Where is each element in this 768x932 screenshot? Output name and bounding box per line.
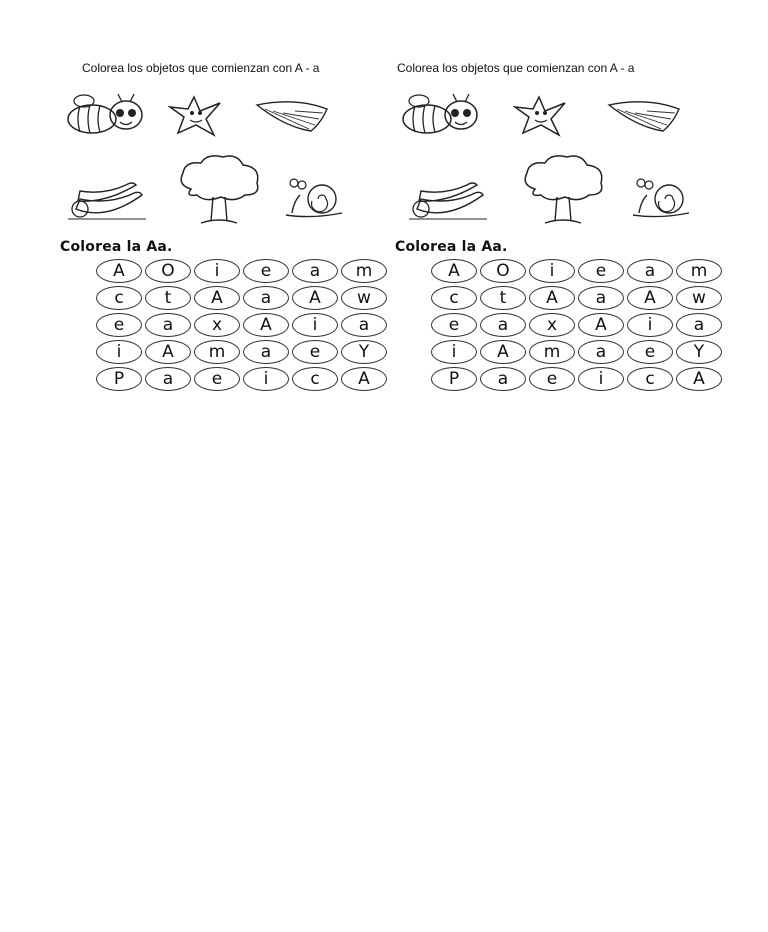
letter-circle[interactable]: i <box>529 259 575 283</box>
letter-circle[interactable]: i <box>96 340 142 364</box>
letter-circle[interactable]: e <box>96 313 142 337</box>
letters-title: Colorea la Aa. <box>60 239 173 255</box>
letter-circle[interactable]: m <box>341 259 387 283</box>
letter-circle[interactable]: A <box>578 313 624 337</box>
letter-grid <box>431 259 725 394</box>
letter-circle[interactable]: P <box>96 367 142 391</box>
letter-circle[interactable]: a <box>243 286 289 310</box>
letter-row <box>96 340 390 367</box>
letter-circle[interactable]: x <box>194 313 240 337</box>
letter-circle[interactable]: i <box>292 313 338 337</box>
star-icon <box>168 93 228 137</box>
letter-circle[interactable]: x <box>529 313 575 337</box>
letter-circle[interactable]: m <box>676 259 722 283</box>
letter-circle[interactable]: e <box>578 259 624 283</box>
letter-row <box>431 313 725 340</box>
wing-icon <box>607 97 682 137</box>
letter-circle[interactable]: A <box>480 340 526 364</box>
letter-circle[interactable]: A <box>145 340 191 364</box>
letter-circle[interactable]: Y <box>341 340 387 364</box>
worksheet-right <box>395 55 725 400</box>
banana-icon <box>66 173 148 223</box>
letter-circle[interactable]: w <box>341 286 387 310</box>
letter-row <box>96 313 390 340</box>
snail-icon <box>282 177 346 221</box>
letter-circle[interactable]: i <box>627 313 673 337</box>
letter-circle[interactable]: e <box>194 367 240 391</box>
letter-circle[interactable]: a <box>480 313 526 337</box>
letter-circle[interactable]: c <box>96 286 142 310</box>
letter-circle[interactable]: a <box>627 259 673 283</box>
letter-circle[interactable]: t <box>480 286 526 310</box>
letter-circle[interactable]: A <box>292 286 338 310</box>
banana-icon <box>407 173 489 223</box>
worksheet-left <box>60 55 390 400</box>
wing-icon <box>255 97 330 137</box>
instruction-text: Colorea los objetos que comienzan con A - a <box>397 61 635 75</box>
letter-circle[interactable]: A <box>529 286 575 310</box>
letter-circle[interactable]: a <box>292 259 338 283</box>
letter-circle[interactable]: a <box>578 286 624 310</box>
letter-row <box>431 286 725 313</box>
letter-circle[interactable]: a <box>341 313 387 337</box>
letter-circle[interactable]: i <box>194 259 240 283</box>
instruction-text: Colorea los objetos que comienzan con A - a <box>82 61 320 75</box>
letter-circle[interactable]: A <box>341 367 387 391</box>
letter-circle[interactable]: A <box>243 313 289 337</box>
letter-circle[interactable]: e <box>292 340 338 364</box>
tree-icon <box>175 153 265 229</box>
letter-circle[interactable]: A <box>431 259 477 283</box>
letter-circle[interactable]: O <box>145 259 191 283</box>
letter-circle[interactable]: Y <box>676 340 722 364</box>
letter-row <box>96 286 390 313</box>
letter-row <box>96 259 390 286</box>
letter-circle[interactable]: A <box>96 259 142 283</box>
letter-circle[interactable]: c <box>292 367 338 391</box>
bee-icon <box>399 93 481 137</box>
letter-circle[interactable]: a <box>578 340 624 364</box>
letter-circle[interactable]: O <box>480 259 526 283</box>
letter-circle[interactable]: i <box>578 367 624 391</box>
letter-circle[interactable]: e <box>243 259 289 283</box>
letter-circle[interactable]: e <box>627 340 673 364</box>
letter-circle[interactable]: c <box>627 367 673 391</box>
letter-circle[interactable]: A <box>194 286 240 310</box>
letter-circle[interactable]: w <box>676 286 722 310</box>
letter-row <box>431 340 725 367</box>
letter-circle[interactable]: t <box>145 286 191 310</box>
letter-circle[interactable]: e <box>529 367 575 391</box>
letter-row <box>431 259 725 286</box>
letter-row <box>96 367 390 394</box>
bee-icon <box>64 93 146 137</box>
letter-circle[interactable]: a <box>243 340 289 364</box>
letter-circle[interactable]: a <box>676 313 722 337</box>
snail-icon <box>629 177 693 221</box>
letter-circle[interactable]: a <box>145 313 191 337</box>
letter-circle[interactable]: m <box>194 340 240 364</box>
letter-circle[interactable]: m <box>529 340 575 364</box>
letter-circle[interactable]: a <box>145 367 191 391</box>
letter-circle[interactable]: A <box>627 286 673 310</box>
letter-grid <box>96 259 390 394</box>
letters-title: Colorea la Aa. <box>395 239 508 255</box>
letter-circle[interactable]: i <box>243 367 289 391</box>
letter-circle[interactable]: A <box>676 367 722 391</box>
letter-circle[interactable]: c <box>431 286 477 310</box>
tree-icon <box>519 153 609 229</box>
letter-circle[interactable]: P <box>431 367 477 391</box>
letter-circle[interactable]: e <box>431 313 477 337</box>
letter-row <box>431 367 725 394</box>
star-icon <box>513 93 573 137</box>
letter-circle[interactable]: a <box>480 367 526 391</box>
letter-circle[interactable]: i <box>431 340 477 364</box>
